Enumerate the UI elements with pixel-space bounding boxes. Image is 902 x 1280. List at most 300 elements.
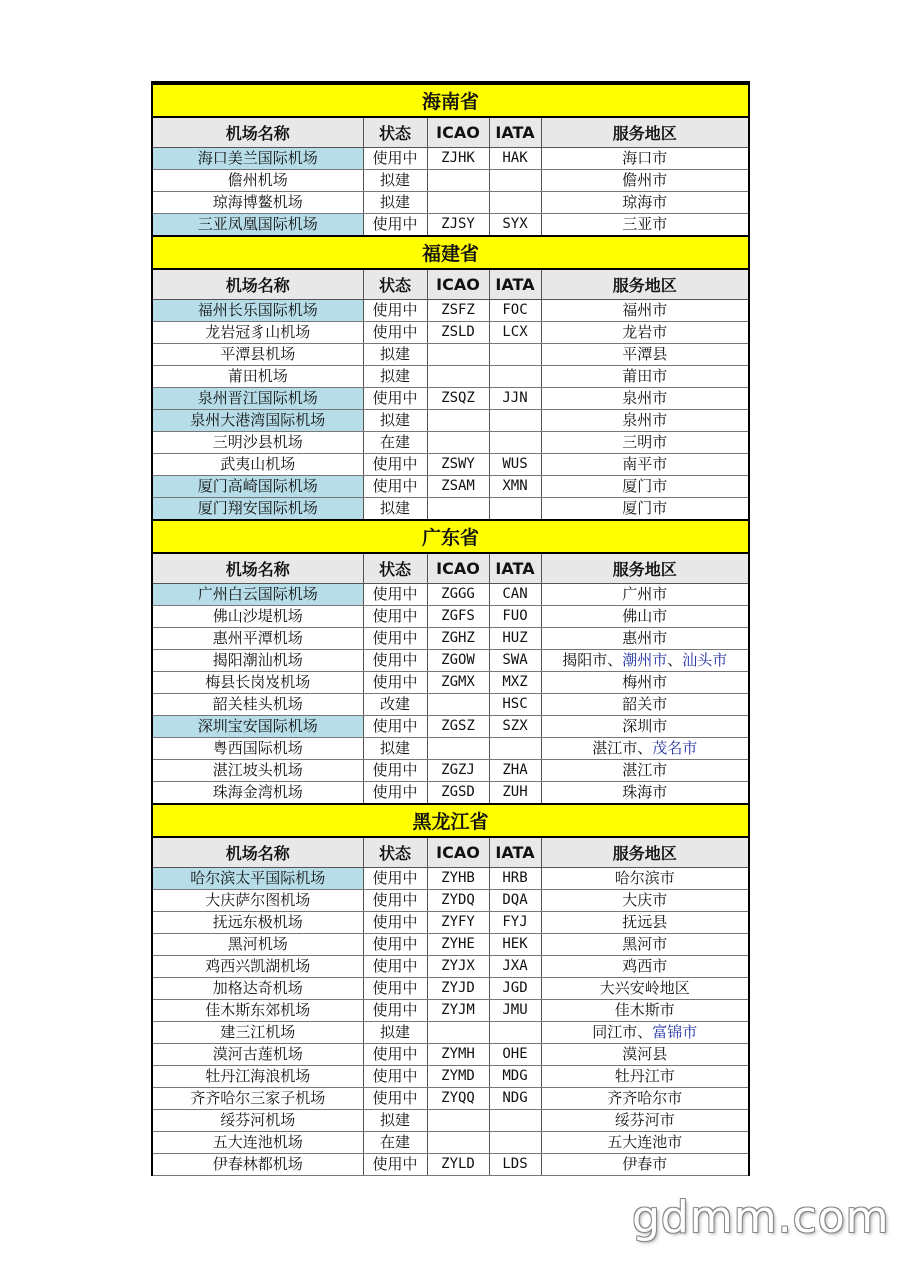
- column-header: 状态: [363, 837, 427, 868]
- table-row: [153, 300, 748, 322]
- table-row: [153, 170, 748, 192]
- icao-cell: [427, 170, 489, 192]
- region-name: 五大连池市: [607, 1133, 683, 1151]
- region-name: 齐齐哈尔市: [607, 1089, 683, 1107]
- icao-cell: ZYLD: [427, 1154, 489, 1176]
- iata-cell: JJN: [489, 388, 541, 410]
- table-row: [153, 956, 748, 978]
- service-region-cell: [541, 498, 748, 521]
- table-row: [153, 934, 748, 956]
- iata-cell: [489, 170, 541, 192]
- icao-cell: ZYJX: [427, 956, 489, 978]
- status-cell: 改建: [363, 694, 427, 716]
- region-link[interactable]: 汕头市: [682, 651, 728, 669]
- region-name: 广州市: [622, 585, 668, 603]
- table-row: [153, 912, 748, 934]
- service-region-cell: [541, 672, 748, 694]
- airport-name-cell: 揭阳潮汕机场: [153, 650, 363, 672]
- airport-name-cell: 粤西国际机场: [153, 738, 363, 760]
- iata-cell: JMU: [489, 1000, 541, 1022]
- icao-cell: ZGSZ: [427, 716, 489, 738]
- table-row: [153, 716, 748, 738]
- column-header: 服务地区: [541, 269, 748, 300]
- region-name: 绥芬河市: [614, 1111, 675, 1129]
- column-header: ICAO: [427, 269, 489, 300]
- table-row: [153, 628, 748, 650]
- region-name: 珠海市: [622, 783, 668, 801]
- status-cell: 使用中: [363, 148, 427, 170]
- status-cell: 使用中: [363, 1044, 427, 1066]
- airport-name-cell: 佳木斯东郊机场: [153, 1000, 363, 1022]
- region-name: 揭阳市: [562, 651, 608, 669]
- airport-name-cell: 厦门高崎国际机场: [153, 476, 363, 498]
- column-header-row: [153, 837, 748, 868]
- table-row: [153, 322, 748, 344]
- service-region-cell: [541, 170, 748, 192]
- column-header: IATA: [489, 117, 541, 148]
- iata-cell: XMN: [489, 476, 541, 498]
- service-region-cell: [541, 344, 748, 366]
- column-header: IATA: [489, 553, 541, 584]
- column-header: 机场名称: [153, 837, 363, 868]
- airport-name-cell: 大庆萨尔图机场: [153, 890, 363, 912]
- iata-cell: [489, 738, 541, 760]
- table-row: [153, 1000, 748, 1022]
- status-cell: 拟建: [363, 1022, 427, 1044]
- status-cell: 使用中: [363, 934, 427, 956]
- icao-cell: ZGOW: [427, 650, 489, 672]
- airport-table-body: [153, 84, 748, 1176]
- status-cell: 使用中: [363, 628, 427, 650]
- province-row: [153, 84, 748, 117]
- column-header: ICAO: [427, 837, 489, 868]
- airport-name-cell: 韶关桂头机场: [153, 694, 363, 716]
- icao-cell: [427, 432, 489, 454]
- region-name: 湛江市: [622, 761, 668, 779]
- service-region-cell: [541, 1088, 748, 1110]
- column-header: ICAO: [427, 553, 489, 584]
- status-cell: 使用中: [363, 584, 427, 606]
- service-region-cell: [541, 584, 748, 606]
- icao-cell: ZSAM: [427, 476, 489, 498]
- service-region-cell: [541, 650, 748, 672]
- iata-cell: SWA: [489, 650, 541, 672]
- column-header: 服务地区: [541, 837, 748, 868]
- province-row: [153, 236, 748, 269]
- status-cell: 使用中: [363, 300, 427, 322]
- column-header: 状态: [363, 117, 427, 148]
- status-cell: 使用中: [363, 760, 427, 782]
- airport-name-cell: 泉州晋江国际机场: [153, 388, 363, 410]
- table-row: [153, 606, 748, 628]
- icao-cell: ZGSD: [427, 782, 489, 805]
- airport-name-cell: 三明沙县机场: [153, 432, 363, 454]
- iata-cell: MXZ: [489, 672, 541, 694]
- status-cell: 在建: [363, 432, 427, 454]
- service-region-cell: [541, 476, 748, 498]
- region-name: 福州市: [622, 301, 668, 319]
- iata-cell: HSC: [489, 694, 541, 716]
- airport-name-cell: 绥芬河机场: [153, 1110, 363, 1132]
- table-row: [153, 868, 748, 890]
- iata-cell: CAN: [489, 584, 541, 606]
- service-region-cell: [541, 890, 748, 912]
- table-row: [153, 148, 748, 170]
- table-row: [153, 890, 748, 912]
- table-row: [153, 388, 748, 410]
- service-region-cell: [541, 192, 748, 214]
- status-cell: 使用中: [363, 912, 427, 934]
- status-cell: 使用中: [363, 476, 427, 498]
- region-name: 深圳市: [622, 717, 668, 735]
- status-cell: 拟建: [363, 192, 427, 214]
- iata-cell: NDG: [489, 1088, 541, 1110]
- column-header: 机场名称: [153, 553, 363, 584]
- iata-cell: HUZ: [489, 628, 541, 650]
- airport-name-cell: 哈尔滨太平国际机场: [153, 868, 363, 890]
- region-name: 泉州市: [622, 389, 668, 407]
- service-region-cell: [541, 322, 748, 344]
- column-header: 机场名称: [153, 117, 363, 148]
- province-title: 福建省: [153, 236, 748, 269]
- table-row: [153, 344, 748, 366]
- table-row: [153, 584, 748, 606]
- table-row: [153, 672, 748, 694]
- status-cell: 使用中: [363, 782, 427, 805]
- table-row: [153, 760, 748, 782]
- iata-cell: [489, 410, 541, 432]
- airport-name-cell: 福州长乐国际机场: [153, 300, 363, 322]
- region-name: 海口市: [622, 149, 668, 167]
- iata-cell: FUO: [489, 606, 541, 628]
- table-row: [153, 454, 748, 476]
- status-cell: 拟建: [363, 1110, 427, 1132]
- airport-name-cell: 琼海博鳌机场: [153, 192, 363, 214]
- airport-name-cell: 抚远东极机场: [153, 912, 363, 934]
- airport-name-cell: 龙岩冠豸山机场: [153, 322, 363, 344]
- table-row: [153, 410, 748, 432]
- iata-cell: OHE: [489, 1044, 541, 1066]
- airport-name-cell: 牡丹江海浪机场: [153, 1066, 363, 1088]
- service-region-cell: [541, 1000, 748, 1022]
- region-name: 梅州市: [622, 673, 668, 691]
- airport-name-cell: 莆田机场: [153, 366, 363, 388]
- region-name: 惠州市: [622, 629, 668, 647]
- status-cell: 拟建: [363, 170, 427, 192]
- region-name: 佛山市: [622, 607, 668, 625]
- airport-name-cell: 广州白云国际机场: [153, 584, 363, 606]
- column-header-row: [153, 553, 748, 584]
- icao-cell: [427, 738, 489, 760]
- column-header: 服务地区: [541, 117, 748, 148]
- service-region-cell: [541, 978, 748, 1000]
- service-region-cell: [541, 410, 748, 432]
- status-cell: 拟建: [363, 738, 427, 760]
- airport-name-cell: 加格达奇机场: [153, 978, 363, 1000]
- icao-cell: ZYFY: [427, 912, 489, 934]
- iata-cell: LDS: [489, 1154, 541, 1176]
- province-title: 黑龙江省: [153, 804, 748, 837]
- service-region-cell: [541, 716, 748, 738]
- status-cell: 使用中: [363, 868, 427, 890]
- table-row: [153, 978, 748, 1000]
- region-name: 佳木斯市: [614, 1001, 675, 1019]
- region-separator: 、: [607, 651, 623, 669]
- airport-name-cell: 深圳宝安国际机场: [153, 716, 363, 738]
- airport-name-cell: 佛山沙堤机场: [153, 606, 363, 628]
- region-name: 南平市: [622, 455, 668, 473]
- iata-cell: SZX: [489, 716, 541, 738]
- table-row: [153, 1110, 748, 1132]
- status-cell: 使用中: [363, 1000, 427, 1022]
- status-cell: 使用中: [363, 214, 427, 237]
- status-cell: 拟建: [363, 366, 427, 388]
- region-name: 伊春市: [622, 1155, 668, 1173]
- column-header-row: [153, 117, 748, 148]
- province-row: [153, 804, 748, 837]
- region-name: 泉州市: [622, 411, 668, 429]
- icao-cell: [427, 410, 489, 432]
- iata-cell: FOC: [489, 300, 541, 322]
- iata-cell: HRB: [489, 868, 541, 890]
- region-link[interactable]: 茂名市: [652, 739, 698, 757]
- service-region-cell: [541, 432, 748, 454]
- status-cell: 使用中: [363, 1154, 427, 1176]
- icao-cell: ZYQQ: [427, 1088, 489, 1110]
- region-name: 鸡西市: [622, 957, 668, 975]
- icao-cell: ZGHZ: [427, 628, 489, 650]
- region-name: 抚远县: [622, 913, 668, 931]
- airport-name-cell: 武夷山机场: [153, 454, 363, 476]
- region-name: 大兴安岭地区: [599, 979, 690, 997]
- service-region-cell: [541, 300, 748, 322]
- region-link[interactable]: 富锦市: [652, 1023, 698, 1041]
- icao-cell: [427, 366, 489, 388]
- iata-cell: ZUH: [489, 782, 541, 805]
- region-name: 三明市: [622, 433, 668, 451]
- status-cell: 使用中: [363, 716, 427, 738]
- icao-cell: [427, 498, 489, 521]
- airport-name-cell: 鸡西兴凯湖机场: [153, 956, 363, 978]
- status-cell: 使用中: [363, 672, 427, 694]
- region-name: 哈尔滨市: [614, 869, 675, 887]
- iata-cell: [489, 1110, 541, 1132]
- airport-table: [153, 83, 748, 1176]
- status-cell: 使用中: [363, 1066, 427, 1088]
- service-region-cell: [541, 214, 748, 237]
- status-cell: 使用中: [363, 322, 427, 344]
- icao-cell: [427, 344, 489, 366]
- iata-cell: DQA: [489, 890, 541, 912]
- iata-cell: LCX: [489, 322, 541, 344]
- icao-cell: ZGGG: [427, 584, 489, 606]
- watermark-logo: gdmm.com: [632, 1192, 890, 1243]
- iata-cell: [489, 498, 541, 521]
- column-header: IATA: [489, 269, 541, 300]
- iata-cell: MDG: [489, 1066, 541, 1088]
- airport-name-cell: 漠河古莲机场: [153, 1044, 363, 1066]
- iata-cell: [489, 192, 541, 214]
- airport-name-cell: 泉州大港湾国际机场: [153, 410, 363, 432]
- icao-cell: ZYHB: [427, 868, 489, 890]
- icao-cell: ZYJM: [427, 1000, 489, 1022]
- service-region-cell: [541, 868, 748, 890]
- airport-name-cell: 儋州机场: [153, 170, 363, 192]
- icao-cell: ZJHK: [427, 148, 489, 170]
- icao-cell: ZYHE: [427, 934, 489, 956]
- column-header-row: [153, 269, 748, 300]
- table-row: [153, 1066, 748, 1088]
- status-cell: 拟建: [363, 344, 427, 366]
- service-region-cell: [541, 912, 748, 934]
- table-row: [153, 1132, 748, 1154]
- region-name: 厦门市: [622, 477, 668, 495]
- region-name: 平潭县: [622, 345, 668, 363]
- iata-cell: [489, 344, 541, 366]
- column-header: ICAO: [427, 117, 489, 148]
- icao-cell: ZYDQ: [427, 890, 489, 912]
- icao-cell: ZSWY: [427, 454, 489, 476]
- service-region-cell: [541, 694, 748, 716]
- status-cell: 使用中: [363, 388, 427, 410]
- iata-cell: JGD: [489, 978, 541, 1000]
- airport-name-cell: 齐齐哈尔三家子机场: [153, 1088, 363, 1110]
- province-title: 海南省: [153, 84, 748, 117]
- status-cell: 拟建: [363, 410, 427, 432]
- table-row: [153, 476, 748, 498]
- region-name: 龙岩市: [622, 323, 668, 341]
- status-cell: 使用中: [363, 978, 427, 1000]
- iata-cell: FYJ: [489, 912, 541, 934]
- table-row: [153, 432, 748, 454]
- airport-name-cell: 湛江坡头机场: [153, 760, 363, 782]
- iata-cell: [489, 366, 541, 388]
- table-row: [153, 1088, 748, 1110]
- airport-name-cell: 建三江机场: [153, 1022, 363, 1044]
- table-row: [153, 192, 748, 214]
- airport-name-cell: 惠州平潭机场: [153, 628, 363, 650]
- icao-cell: [427, 1022, 489, 1044]
- table-row: [153, 214, 748, 237]
- column-header: 机场名称: [153, 269, 363, 300]
- icao-cell: [427, 1110, 489, 1132]
- status-cell: 使用中: [363, 890, 427, 912]
- iata-cell: HAK: [489, 148, 541, 170]
- table-row: [153, 694, 748, 716]
- airport-name-cell: 三亚凤凰国际机场: [153, 214, 363, 237]
- region-name: 大庆市: [622, 891, 668, 909]
- airport-name-cell: 珠海金湾机场: [153, 782, 363, 805]
- region-separator: 、: [637, 739, 653, 757]
- status-cell: 在建: [363, 1132, 427, 1154]
- status-cell: 使用中: [363, 606, 427, 628]
- service-region-cell: [541, 782, 748, 805]
- column-header: 状态: [363, 269, 427, 300]
- region-link[interactable]: 潮州市: [622, 651, 668, 669]
- region-name: 厦门市: [622, 499, 668, 517]
- icao-cell: [427, 694, 489, 716]
- region-separator: 、: [667, 651, 683, 669]
- region-name: 漠河县: [622, 1045, 668, 1063]
- service-region-cell: [541, 934, 748, 956]
- icao-cell: ZYJD: [427, 978, 489, 1000]
- airport-name-cell: 伊春林都机场: [153, 1154, 363, 1176]
- region-name: 三亚市: [622, 215, 668, 233]
- table-row: [153, 498, 748, 521]
- table-row: [153, 650, 748, 672]
- airport-name-cell: 厦门翔安国际机场: [153, 498, 363, 521]
- icao-cell: ZGMX: [427, 672, 489, 694]
- icao-cell: ZGFS: [427, 606, 489, 628]
- iata-cell: JXA: [489, 956, 541, 978]
- region-name: 牡丹江市: [614, 1067, 675, 1085]
- iata-cell: WUS: [489, 454, 541, 476]
- status-cell: 使用中: [363, 454, 427, 476]
- service-region-cell: [541, 1110, 748, 1132]
- icao-cell: ZYMD: [427, 1066, 489, 1088]
- icao-cell: [427, 1132, 489, 1154]
- service-region-cell: [541, 366, 748, 388]
- province-row: [153, 520, 748, 553]
- airport-name-cell: 黑河机场: [153, 934, 363, 956]
- service-region-cell: [541, 1066, 748, 1088]
- service-region-cell: [541, 1132, 748, 1154]
- icao-cell: ZYMH: [427, 1044, 489, 1066]
- airport-name-cell: 平潭县机场: [153, 344, 363, 366]
- iata-cell: HEK: [489, 934, 541, 956]
- region-name: 莆田市: [622, 367, 668, 385]
- table-row: [153, 366, 748, 388]
- iata-cell: [489, 432, 541, 454]
- service-region-cell: [541, 148, 748, 170]
- column-header: 服务地区: [541, 553, 748, 584]
- icao-cell: ZSQZ: [427, 388, 489, 410]
- region-name: 同江市: [592, 1023, 638, 1041]
- airport-name-cell: 五大连池机场: [153, 1132, 363, 1154]
- iata-cell: SYX: [489, 214, 541, 237]
- column-header: IATA: [489, 837, 541, 868]
- iata-cell: [489, 1132, 541, 1154]
- icao-cell: [427, 192, 489, 214]
- icao-cell: ZJSY: [427, 214, 489, 237]
- table-row: [153, 1022, 748, 1044]
- status-cell: 拟建: [363, 498, 427, 521]
- airport-name-cell: 梅县长岗岌机场: [153, 672, 363, 694]
- status-cell: 使用中: [363, 1088, 427, 1110]
- column-header: 状态: [363, 553, 427, 584]
- status-cell: 使用中: [363, 956, 427, 978]
- region-name: 儋州市: [622, 171, 668, 189]
- service-region-cell: [541, 738, 748, 760]
- service-region-cell: [541, 606, 748, 628]
- status-cell: 使用中: [363, 650, 427, 672]
- service-region-cell: [541, 628, 748, 650]
- region-name: 琼海市: [622, 193, 668, 211]
- service-region-cell: [541, 454, 748, 476]
- table-row: [153, 1044, 748, 1066]
- table-row: [153, 738, 748, 760]
- service-region-cell: [541, 1154, 748, 1176]
- airport-name-cell: 海口美兰国际机场: [153, 148, 363, 170]
- table-row: [153, 1154, 748, 1176]
- region-name: 黑河市: [622, 935, 668, 953]
- icao-cell: ZGZJ: [427, 760, 489, 782]
- airport-table-sheet: [151, 81, 750, 1176]
- icao-cell: ZSLD: [427, 322, 489, 344]
- province-title: 广东省: [153, 520, 748, 553]
- service-region-cell: [541, 956, 748, 978]
- region-separator: 、: [637, 1023, 653, 1041]
